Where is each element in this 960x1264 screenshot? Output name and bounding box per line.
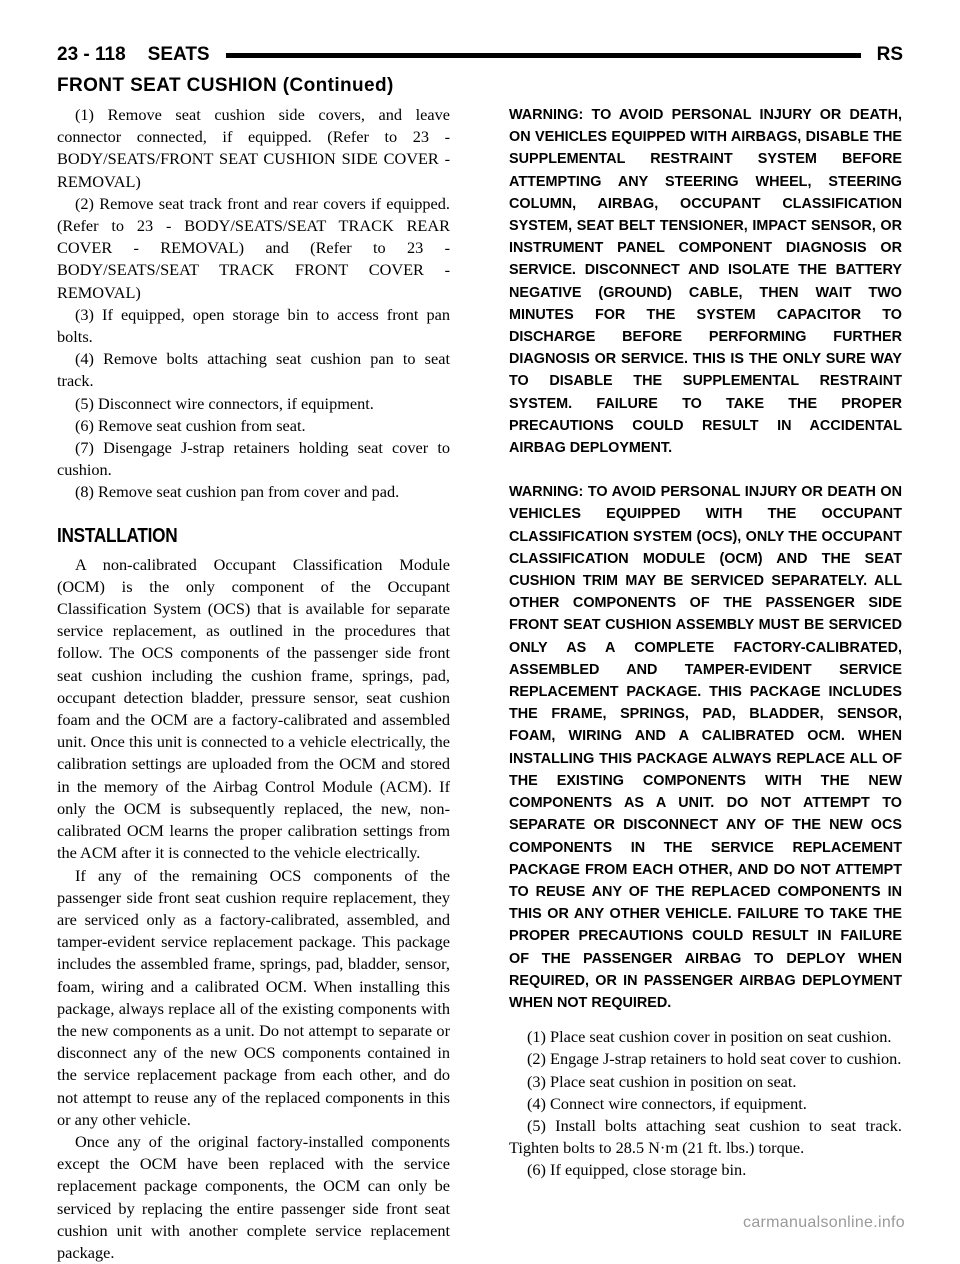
installation-paragraph: Once any of the original factory-installed components except the OCM have been replaced with the service replacement package components, the OCM can only be serviced by replacing the entire passenger side front seat cushion unit with another complete service replacement package. bbox=[57, 1131, 450, 1262]
spacer bbox=[509, 459, 902, 481]
right-column bbox=[509, 104, 902, 1182]
continued-title: FRONT SEAT CUSHION (Continued) bbox=[57, 75, 394, 96]
installation-paragraph: If any of the remaining OCS components of the passenger side front seat cushion require replacement, they are serviced only as a factory-calibrated, assembled, and tamper-evident service replacement package. This package includes the assembled frame, springs, pad, bladder, sensor, foam, wiring and a calibrated OCM. When installing this package, always replace all of the existing components with the new components as a unit. Do not attempt to separate or disconnect any of the new OCS components contained in the service replacement package from each other, and do not attempt to reuse any of the replaced components in this or any other vehicle. bbox=[57, 865, 450, 1129]
installation-step: (4) Connect wire connectors, if equipment. bbox=[527, 1093, 807, 1113]
removal-step: (8) Remove seat cushion pan from cover and pad. bbox=[75, 482, 400, 502]
installation-step: (5) Install bolts attaching seat cushion to seat track. Tighten bolts to 28.5 N·m (21 ft. lbs.) torque. bbox=[509, 1115, 902, 1158]
installation-step: (1) Place seat cushion cover in position on seat cushion. bbox=[527, 1027, 892, 1047]
removal-step: (4) Remove bolts attaching seat cushion pan to seat track. bbox=[57, 349, 450, 391]
removal-step: (1) Remove seat cushion side covers, and leave connector connected, if equipped. (Refer to 23 - BODY/SEATS/FRONT SEAT CUSHION SIDE COVER - REMOVAL) bbox=[57, 105, 450, 191]
removal-step: (2) Remove seat track front and rear covers if equipped. (Refer to 23 - BODY/SEATS/SEAT TRACK REAR COVER - REMOVAL) and (Refer to 23 - BODY/SEATS/SEAT TRACK FRONT COVER - REMOVAL) bbox=[57, 193, 450, 302]
watermark: carmanualsonline.info bbox=[743, 1214, 905, 1231]
installation-step: (6) If equipped, close storage bin. bbox=[527, 1160, 747, 1180]
removal-step: (7) Disengage J-strap retainers holding seat cover to cushion. bbox=[57, 438, 450, 480]
installation-paragraph: A non-calibrated Occupant Classification Module (OCM) is the only component of the Occupant Classification System (OCS) that is available for separate service replacement, as outlined in the procedures that follow. The OCS components of the passenger side front seat cushion including the cushion frame, springs, pad, occupant detection bladder, pressure sensor, seat cushion foam and the OCM are a factory-calibrated and assembled unit. Once this unit is connected to a vehicle electrically, the calibration settings are uploaded from the OCM and stored in the memory of the Airbag Control Module (ACM). If only the OCM is subsequently replaced, the new, non-calibrated OCM learns the proper calibration settings from the ACM after it is connected to the vehicle electrically. bbox=[57, 554, 450, 863]
model-code: RS bbox=[876, 44, 903, 65]
installation-step: (3) Place seat cushion in position on seat. bbox=[527, 1071, 797, 1091]
airbag-warning: WARNING: TO AVOID PERSONAL INJURY OR DEATH, ON VEHICLES EQUIPPED WITH AIRBAGS, DISABLE THE SUPPLEMENTAL RESTRAINT SYSTEM BEFORE ATTEMPTING ANY STEERING WHEEL, STEERING COLUMN, AIRBAG, OCCUPANT CLASSIFICATION SYSTEM, SEAT BELT TENSIONER, IMPACT SENSOR, OR INSTRUMENT PANEL COMPONENT DIAGNOSIS OR SERVICE. DISCONNECT AND ISOLATE THE BATTERY NEGATIVE (GROUND) CABLE, THEN WAIT TWO MINUTES FOR THE SYSTEM CAPACITOR TO DISCHARGE BEFORE PERFORMING FURTHER DIAGNOSIS OR SERVICE. THIS IS THE ONLY SURE WAY TO DISABLE THE SUPPLEMENTAL RESTRAINT SYSTEM. FAILURE TO TAKE THE PROPER PRECAUTIONS COULD RESULT IN ACCIDENTAL AIRBAG DEPLOYMENT. bbox=[509, 107, 902, 457]
page-number: 23 - 118 bbox=[57, 44, 126, 65]
header-rule bbox=[226, 53, 861, 58]
removal-step: (6) Remove seat cushion from seat. bbox=[75, 415, 306, 435]
section-title: SEATS bbox=[147, 44, 210, 65]
spacer bbox=[509, 1014, 902, 1026]
left-column bbox=[57, 104, 450, 1264]
removal-step: (3) If equipped, open storage bin to access front pan bolts. bbox=[57, 304, 450, 347]
removal-step: (5) Disconnect wire connectors, if equipment. bbox=[75, 393, 374, 413]
installation-step: (2) Engage J-strap retainers to hold seat cover to cushion. bbox=[527, 1049, 902, 1069]
ocs-warning: WARNING: TO AVOID PERSONAL INJURY OR DEATH ON VEHICLES EQUIPPED WITH THE OCCUPANT CLASSIFICATION SYSTEM (OCS), ONLY THE OCCUPANT CLASSIFICATION MODULE (OCM) AND THE SEAT CUSHION TRIM MAY BE SERVICED SEPARATELY. ALL OTHER COMPONENTS OF THE PASSENGER SIDE FRONT SEAT CUSHION ASSEMBLY MUST BE SERVICED ONLY AS A COMPLETE FACTORY-CALIBRATED, ASSEMBLED AND TAMPER-EVIDENT SERVICE REPLACEMENT PACKAGE. THIS PACKAGE INCLUDES THE FRAME, SPRINGS, PAD, BLADDER, SENSOR, FOAM, WIRING AND A CALIBRATED OCM. WHEN INSTALLING THIS PACKAGE ALWAYS REPLACE ALL OF THE EXISTING COMPONENTS WITH THE NEW COMPONENTS AS A UNIT. DO NOT ATTEMPT TO SEPARATE OR DISCONNECT ANY OF THE NEW OCS COMPONENTS IN THE SERVICE REPLACEMENT PACKAGE FROM EACH OTHER, AND DO NOT ATTEMPT TO REUSE ANY OF THE REPLACED COMPONENTS IN THIS OR ANY OTHER VEHICLE. FAILURE TO TAKE THE PROPER PRECAUTIONS COULD RESULT IN FAILURE OF THE PASSENGER AIRBAG TO DEPLOY WHEN REQUIRED, OR IN PASSENGER AIRBAG DEPLOYMENT WHEN NOT REQUIRED. bbox=[509, 484, 902, 1011]
installation-heading: INSTALLATION bbox=[57, 524, 178, 547]
page-header bbox=[57, 40, 903, 70]
